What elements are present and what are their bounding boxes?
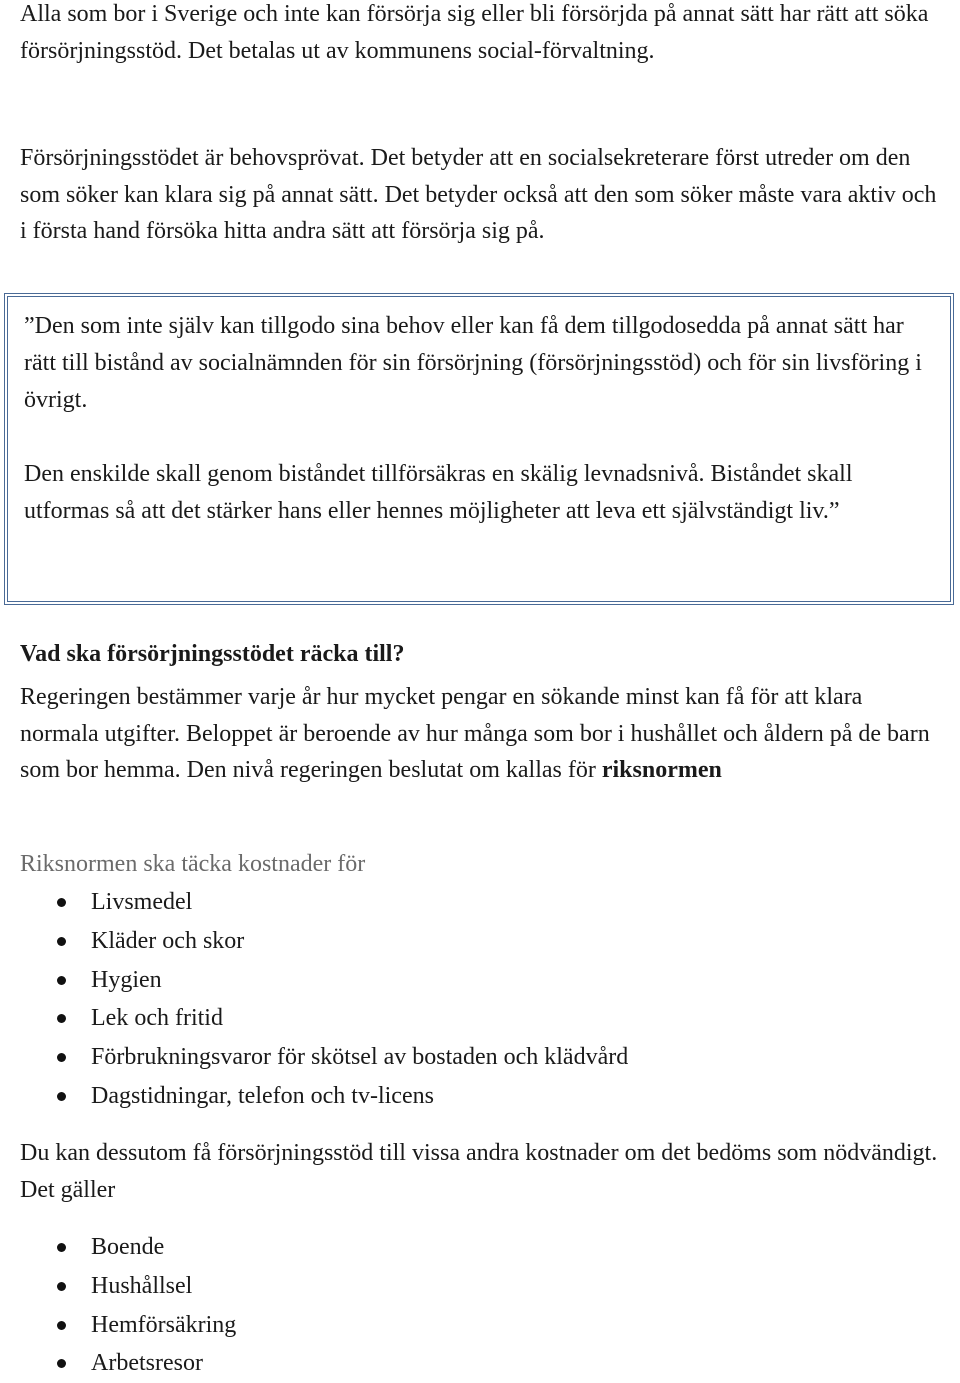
list-item: Hemförsäkring xyxy=(20,1306,236,1345)
bullet-icon xyxy=(57,898,66,907)
bullet-icon xyxy=(57,1359,66,1368)
quote-paragraph-1: ”Den som inte själv kan tillgodo sina behov eller kan få dem tillgodosedda på annat sätt har rätt till bistånd av socialnämnden för sin försörjning (försörjningsstöd) och för sin livsföring i övrigt. xyxy=(24,313,922,413)
list-item: Hygien xyxy=(20,961,628,1000)
bullet-icon xyxy=(57,1243,66,1252)
list-item: Förbrukningsvaror för skötsel av bostaden och klädvård xyxy=(20,1038,628,1077)
section-heading: Vad ska försörjningsstödet räcka till? xyxy=(20,641,405,667)
list-item: Arbetsresor xyxy=(20,1344,236,1383)
list-item: Dagstidningar, telefon och tv-licens xyxy=(20,1077,628,1116)
riksnormen-term: riksnormen xyxy=(601,757,722,783)
list-item: Boende xyxy=(20,1228,236,1267)
list-item: Hushållsel xyxy=(20,1267,236,1306)
bullet-icon xyxy=(57,1321,66,1330)
list-intro: Riksnormen ska täcka kostnader för xyxy=(20,851,366,877)
quote-paragraph-2: Den enskilde skall genom biståndet tillförsäkras en skälig levnadsnivå. Biståndet skall utformas så att det stärker hans eller hennes möjligheter att leva ett självständigt liv.” xyxy=(24,461,853,524)
section-body-paragraph xyxy=(20,679,940,789)
cost-list xyxy=(20,883,628,1116)
list-item: Lek och fritid xyxy=(20,999,628,1038)
bullet-icon xyxy=(57,1053,66,1062)
intro-paragraph-1: Alla som bor i Sverige och inte kan försörja sig eller bli försörjda på annat sätt har rätt att söka försörjningsstöd. Det betalas ut av kommunens social-förvaltning. xyxy=(20,1,929,64)
bullet-icon xyxy=(57,1092,66,1101)
bullet-icon xyxy=(57,937,66,946)
extra-cost-list xyxy=(20,1228,236,1383)
section-body-text: Regeringen bestämmer varje år hur mycket pengar en sökande minst kan få för att klara normala utgifter. Beloppet är beroende av hur många som bor i hushållet och åldern på de barn som bor hemma. Den nivå regeringen beslutat om kallas för xyxy=(20,684,930,783)
intro-paragraph-2: Försörjningsstödet är behovsprövat. Det betyder att en socialsekreterare först utreder om den som söker kan klara sig på annat sätt. Det betyder också att den som söker måste vara aktiv och i första hand försöka hitta andra sätt att försörja sig på. xyxy=(20,145,937,244)
extra-costs-paragraph: Du kan dessutom få försörjningsstöd till vissa andra kostnader om det bedöms som nödvändigt. Det gäller xyxy=(20,1140,938,1203)
law-quote-box xyxy=(4,293,954,605)
bullet-icon xyxy=(57,1282,66,1291)
list-item: Livsmedel xyxy=(20,883,628,922)
list-item: Kläder och skor xyxy=(20,922,628,961)
bullet-icon xyxy=(57,1014,66,1023)
bullet-icon xyxy=(57,976,66,985)
